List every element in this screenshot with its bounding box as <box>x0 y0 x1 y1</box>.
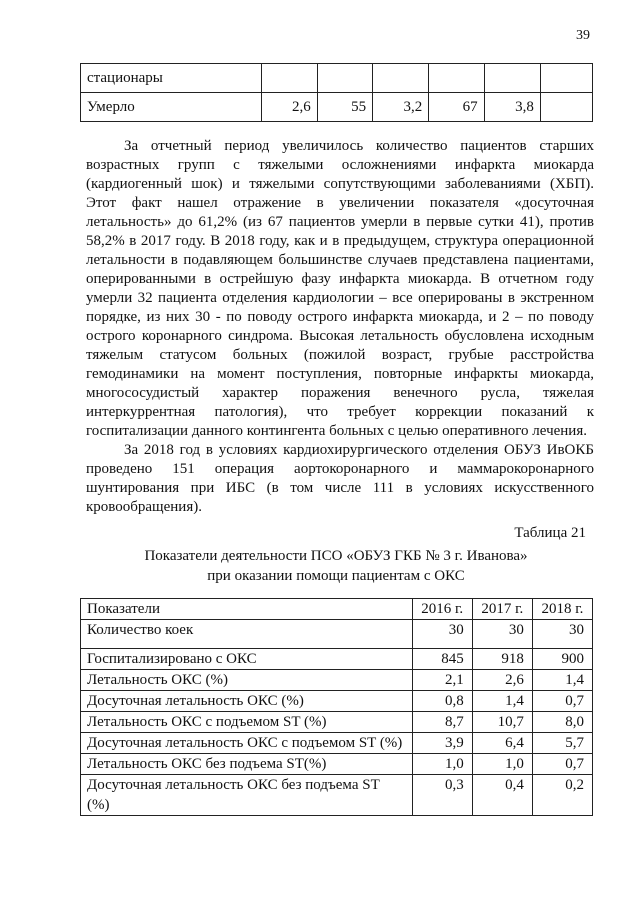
table-cell: 10,7 <box>472 712 532 733</box>
row-label: Летальность ОКС без подъема ST(%) <box>81 754 413 775</box>
table-cell: 6,4 <box>472 733 532 754</box>
table-cell: 0,4 <box>472 775 532 816</box>
table-cell <box>540 64 592 93</box>
column-header: 2016 г. <box>412 599 472 620</box>
table-cell: 30 <box>472 620 532 649</box>
table-cell: 3,8 <box>484 93 540 122</box>
table-title <box>86 546 586 586</box>
row-label: Количество коек <box>81 620 413 649</box>
table-row <box>81 93 593 122</box>
top-table-fragment <box>80 63 593 122</box>
table-cell <box>261 64 317 93</box>
table-cell: 8,0 <box>532 712 592 733</box>
table-cell <box>373 64 429 93</box>
table-cell: 0,7 <box>532 754 592 775</box>
row-label: Умерло <box>81 93 262 122</box>
table-label: Таблица 21 <box>514 525 586 541</box>
table-cell <box>429 64 484 93</box>
table-cell: 3,2 <box>373 93 429 122</box>
table-cell: 900 <box>532 649 592 670</box>
page-number: 39 <box>576 28 590 43</box>
table-row <box>81 670 593 691</box>
table-cell: 30 <box>412 620 472 649</box>
table-row <box>81 754 593 775</box>
table-cell: 0,8 <box>412 691 472 712</box>
table-cell: 2,6 <box>472 670 532 691</box>
table-cell: 1,0 <box>412 754 472 775</box>
row-label: стационары <box>81 64 262 93</box>
table-row <box>81 775 593 816</box>
table-title-line: Показатели деятельности ПСО «ОБУЗ ГКБ № 3 г. Иванова» <box>144 548 528 564</box>
table-row <box>81 620 593 649</box>
row-label: Досуточная летальность ОКС с подъемом ST (%) <box>81 733 413 754</box>
row-label: Досуточная летальность ОКС без подъема ST (%) <box>81 775 413 816</box>
table-cell <box>540 93 592 122</box>
table-cell: 0,7 <box>532 691 592 712</box>
table-row <box>81 64 593 93</box>
table-row <box>81 649 593 670</box>
row-label: Летальность ОКС (%) <box>81 670 413 691</box>
column-header: 2018 г. <box>532 599 592 620</box>
table-row <box>81 691 593 712</box>
table-cell: 845 <box>412 649 472 670</box>
body-text <box>86 137 594 517</box>
column-header: 2017 г. <box>472 599 532 620</box>
table-cell: 1,4 <box>532 670 592 691</box>
indicators-table <box>80 598 593 816</box>
table-cell <box>484 64 540 93</box>
table-cell: 2,1 <box>412 670 472 691</box>
table-cell: 30 <box>532 620 592 649</box>
table-cell: 55 <box>317 93 372 122</box>
table-cell: 918 <box>472 649 532 670</box>
table-row <box>81 712 593 733</box>
table-cell: 2,6 <box>261 93 317 122</box>
table-cell: 8,7 <box>412 712 472 733</box>
paragraph: За 2018 год в условиях кардиохирургического отделения ОБУЗ ИвОКБ проведено 151 операция аортокоронарного и маммарокоронарного шунтирования при ИБС (в том числе 111 в условиях искусственного кровообращения). <box>86 442 594 515</box>
table-cell: 1,4 <box>472 691 532 712</box>
table-cell: 67 <box>429 93 484 122</box>
table-cell: 5,7 <box>532 733 592 754</box>
table-header-row <box>81 599 593 620</box>
column-header: Показатели <box>81 599 413 620</box>
table-cell: 0,3 <box>412 775 472 816</box>
table-cell: 1,0 <box>472 754 532 775</box>
paragraph: За отчетный период увеличилось количество пациентов старших возрастных групп с тяжелыми осложнениями инфаркта миокарда (кардиогенный шок) и тяжелыми сопутствующими заболеваниями (ХБП). Этот факт нашел отражение в увеличении показателя «досуточная летальность» до 61,2% (из 67 пациентов умерли в первые сутки 41), против 58,2% в 2017 году. В 2018 году, как и в предыдущем, структура операционной летальности в подавляющем большинстве случаев представлена пациентами, оперированными в острейшую фазу инфаркта миокарда. В отчетном году умерли 32 пациента отделения кардиологии – все оперированы в экстренном порядке, из них 30 - по поводу острого инфаркта миокарда, и 2 – по поводу острого коронарного синдрома. Высокая летальность обусловлена исходным тяжелым статусом больных (пожилой возраст, грубые расстройства гемодинамики на момент поступления, повторные инфаркты миокарда, многососудистый характер поражения венечного русла, тяжелая интеркуррентная патология), что требует коррекции показаний к госпитализации данного контингента больных с целью оперативного лечения. <box>86 138 594 439</box>
row-label: Госпитализировано с ОКС <box>81 649 413 670</box>
table-cell: 3,9 <box>412 733 472 754</box>
row-label: Летальность ОКС с подъемом ST (%) <box>81 712 413 733</box>
row-label: Досуточная летальность ОКС (%) <box>81 691 413 712</box>
table-cell: 0,2 <box>532 775 592 816</box>
table-title-line: при оказании помощи пациентам с ОКС <box>207 568 465 584</box>
table-row <box>81 733 593 754</box>
table-cell <box>317 64 372 93</box>
